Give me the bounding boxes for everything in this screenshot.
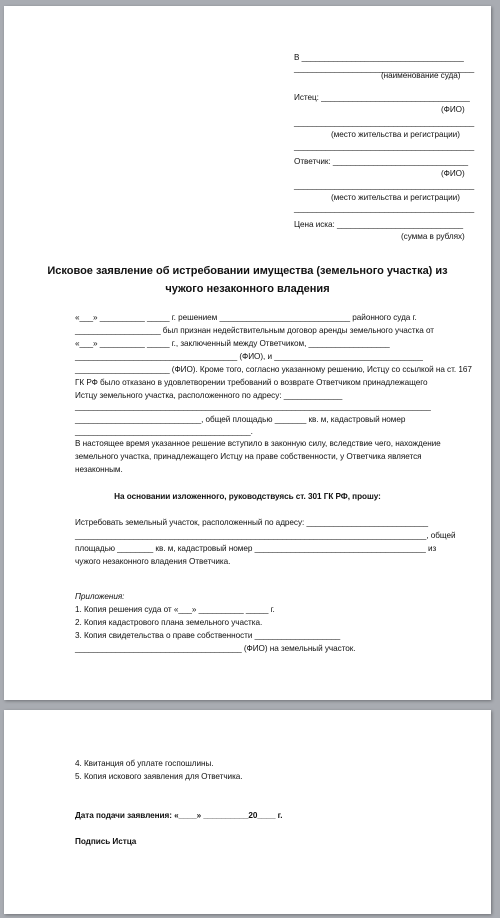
- request-line: чужого незаконного владения Ответчика.: [75, 557, 231, 566]
- body-line: ___________________ был признан недействительным договор аренды земельного участка от: [75, 326, 435, 335]
- plaintiff-field: Истец: _________________________________: [294, 93, 470, 102]
- body-line: ГК РФ было отказано в удовлетворении требований о возврате Ответчиком принадлежащего: [75, 378, 428, 387]
- attachments-title: Приложения:: [75, 592, 125, 601]
- body-line: В настоящее время указанное решение вступило в законную силу, вследствие чего, нахождение: [75, 439, 441, 448]
- plaintiff-address-hint: (место жительства и регистрации): [331, 130, 460, 139]
- court-hint: (наименование суда): [381, 71, 461, 80]
- body-line: «___» __________ _____ г. решением _____________________________ районного суда г.: [75, 313, 417, 322]
- request-line: Истребовать земельный участок, расположенный по адресу: ___________________________: [75, 518, 429, 527]
- attachment-item: 4. Квитанция об уплате госпошлины.: [75, 759, 214, 768]
- attachment-item: 3. Копия свидетельства о праве собственности ___________________: [75, 631, 341, 640]
- defendant-address-2: ________________________________________: [294, 204, 475, 213]
- attachment-item: 5. Копия искового заявления для Ответчика.: [75, 772, 243, 781]
- body-line: _______________________________________________________________________________: [75, 402, 431, 411]
- body-line: ____________________________, общей площадью _______ кв. м, кадастровый номер: [75, 415, 406, 424]
- plaintiff-hint: (ФИО): [441, 105, 465, 114]
- request-line: ______________________________________________________________________________, общей: [75, 531, 456, 540]
- defendant-address-hint: (место жительства и регистрации): [331, 193, 460, 202]
- filing-date: Дата подачи заявления: «____» __________20____ г.: [75, 811, 283, 820]
- body-line: _____________________ (ФИО). Кроме того, согласно указанному решению, Истцу со ссылкой на ст. 167: [75, 365, 472, 374]
- document-title-line-1: Исковое заявление об истребовании имущества (земельного участка) из: [47, 265, 448, 277]
- claim-price-field: Цена иска: ____________________________: [294, 220, 464, 229]
- plaintiff-address: ________________________________________: [294, 118, 475, 127]
- request-line: площадью ________ кв. м, кадастровый номер ______________________________________ из: [75, 544, 437, 553]
- attachment-item: _____________________________________ (ФИО) на земельный участок.: [75, 644, 356, 653]
- court-blank: ________________________________________: [294, 64, 475, 73]
- defendant-field: Ответчик: ______________________________: [294, 157, 468, 166]
- body-line: земельного участка, принадлежащего Истцу на праве собственности, у Ответчика является: [75, 452, 422, 461]
- claim-price-hint: (сумма в рублях): [401, 232, 465, 241]
- body-line: ____________________________________ (ФИО), и _________________________________: [75, 352, 423, 361]
- attachment-item: 1. Копия решения суда от «___» __________ _____ г.: [75, 605, 275, 614]
- plaintiff-address-2: ________________________________________: [294, 142, 475, 151]
- document-page-2: [4, 710, 491, 914]
- body-line: «___» __________ _____ г., заключенный между Ответчиком, __________________: [75, 339, 390, 348]
- defendant-hint: (ФИО): [441, 169, 465, 178]
- defendant-address: ________________________________________: [294, 181, 475, 190]
- body-line: незаконным.: [75, 465, 123, 474]
- plaintiff-signature: Подпись Истца: [75, 837, 137, 846]
- basis-heading: На основании изложенного, руководствуясь ст. 301 ГК РФ, прошу:: [114, 492, 381, 501]
- attachment-item: 2. Копия кадастрового плана земельного участка.: [75, 618, 263, 627]
- body-line: _______________________________________.: [75, 427, 253, 436]
- document-title-line-2: чужого незаконного владения: [165, 283, 330, 295]
- court-field: В ____________________________________: [294, 53, 464, 62]
- body-line: Истцу земельного участка, расположенного по адресу: _____________: [75, 391, 343, 400]
- document-page-1: [4, 6, 491, 700]
